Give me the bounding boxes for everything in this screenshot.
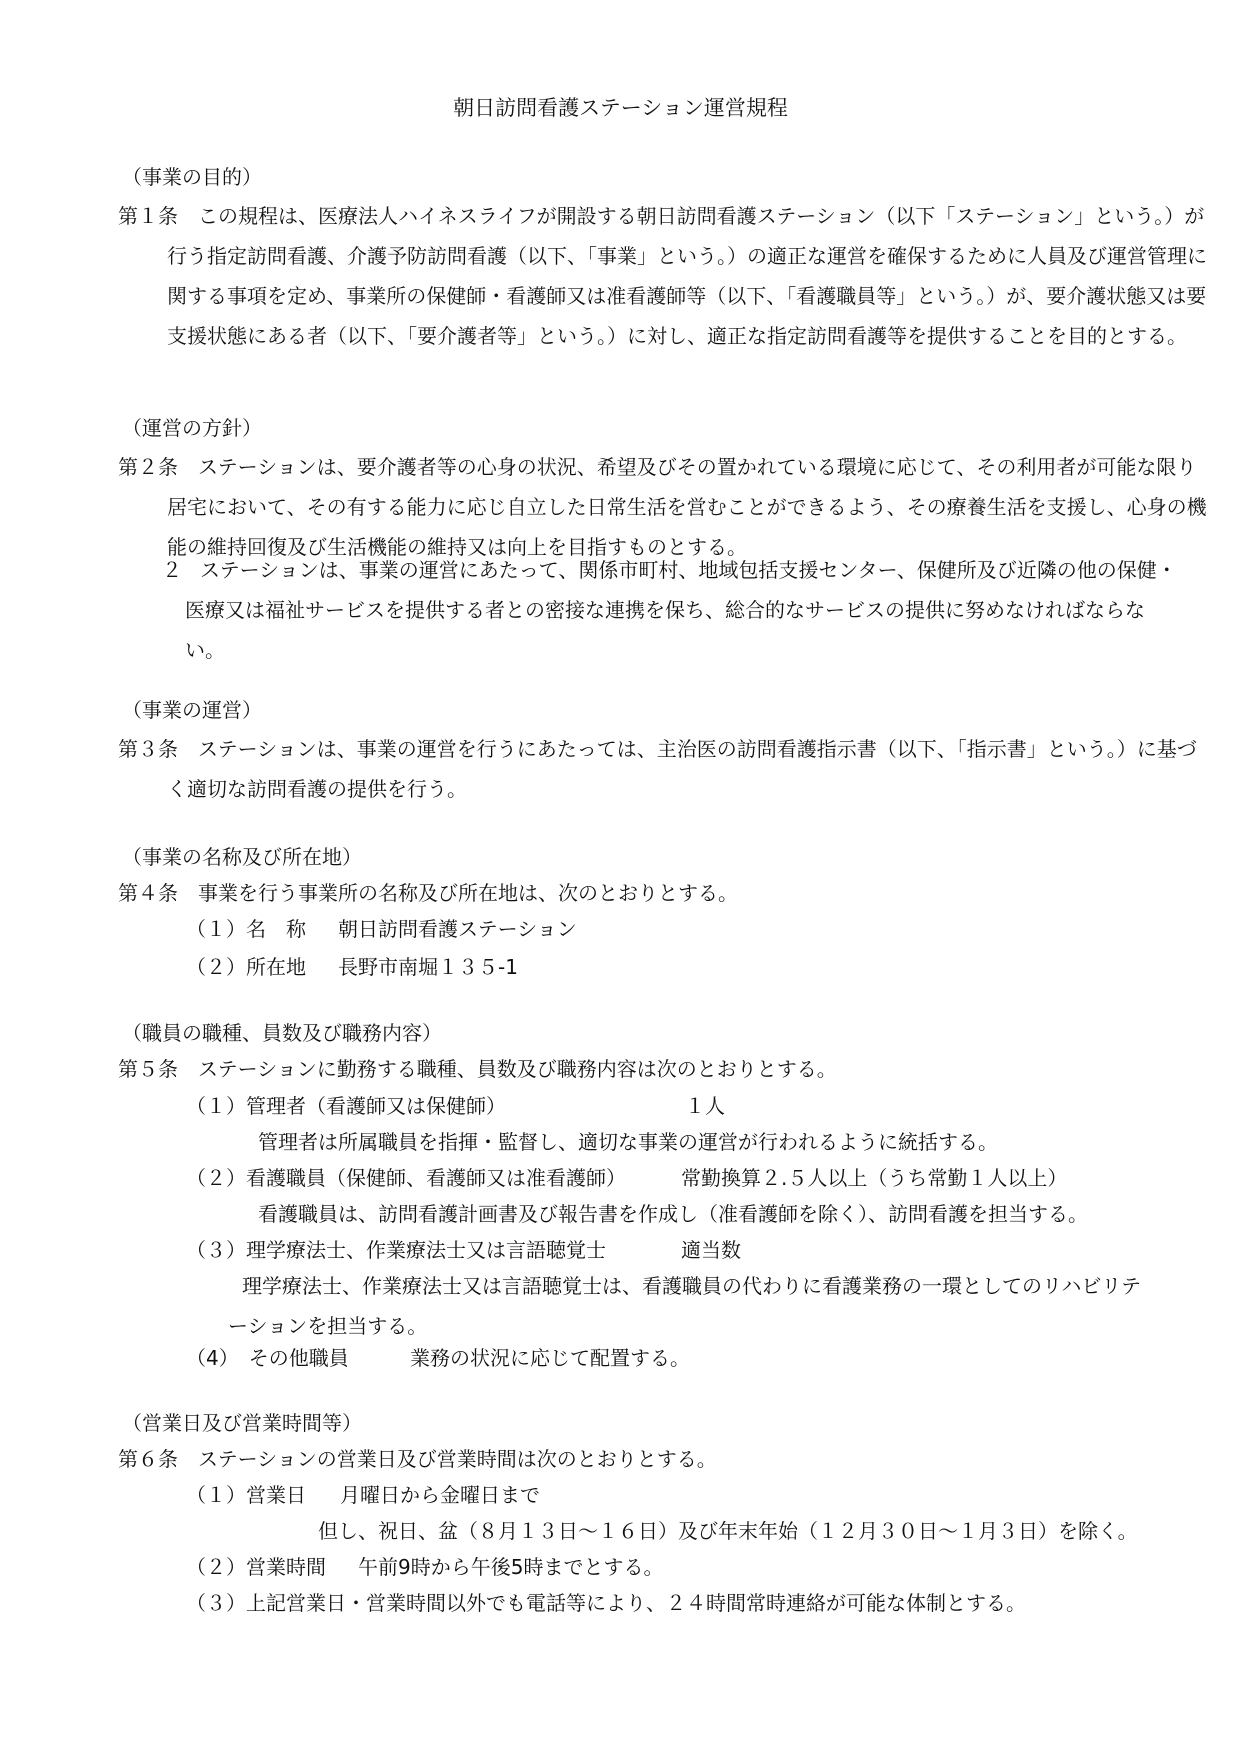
list-item: （１）名 称 朝日訪問看護ステーション (186, 917, 577, 941)
section-heading-staff: （職員の職種、員数及び職務内容） (122, 1021, 442, 1045)
article-number: 第１条 (118, 204, 178, 228)
article-2-paragraph-2 (162, 550, 1181, 670)
list-item: （２）所在地 長野市南堀１３５-1 (186, 955, 518, 979)
list-item: （１）管理者（看護師又は保健師） １人 (186, 1094, 725, 1118)
article-number: 第３条 (118, 737, 178, 761)
article-text: ステーションは、事業の運営を行うにあたっては、主治医の訪問看護指示書（以下、「指示書」という。）に基づく適切な訪問看護の提供を行う。 (167, 737, 1197, 801)
list-item: （３）理学療法士、作業療法士又は言語聴覚士 適当数 (186, 1238, 741, 1262)
document-title: 朝日訪問看護ステーション運営規程 (453, 96, 788, 120)
article-text: ステーションは、要介護者等の心身の状況、希望及びその置かれている環境に応じて、その利用者が可能な限り居宅において、その有する能力に応じ自立した日常生活を営むことができるよう、その療養生活を支援し、心身の機能の維持回復及び生活機能の維持又は向上を目指すものとする。 (167, 455, 1207, 559)
article-text: ステーションの営業日及び営業時間は次のとおりとする。 (198, 1447, 717, 1471)
paragraph-number: ２ (162, 558, 182, 582)
article-text: ステーションに勤務する職種、員数及び職務内容は次のとおりとする。 (198, 1057, 837, 1081)
list-item: （4） その他職員 業務の状況に応じて配置する。 (186, 1346, 690, 1370)
list-item: （１）営業日 月曜日から金曜日まで (186, 1483, 540, 1507)
item-description: 看護職員は、訪問看護計画書及び報告書を作成し（准看護師を除く）、訪問看護を担当する。 (258, 1202, 1088, 1226)
article-text: この規程は、医療法人ハイネスライフが開設する朝日訪問看護ステーション（以下「ステーション」という。）が行う指定訪問看護、介護予防訪問看護（以下、「事業」という。）の適正な運営を確保するために人員及び運営管理に関する事項を定め、事業所の保健師・看護師又は准看護師等（以下、「看護職員等」という。）が、要介護状態又は要支援状態にある者（以下、「要介護者等」という。）に対し、適正な指定訪問看護等を提供することを目的とする。 (167, 204, 1207, 348)
article-5 (118, 1049, 1207, 1089)
article-number: 第６条 (118, 1447, 178, 1471)
section-heading-policy: （運営の方針） (122, 416, 262, 440)
article-number: 第５条 (118, 1057, 178, 1081)
section-heading-name-location: （事業の名称及び所在地） (122, 845, 362, 869)
article-4 (118, 873, 1207, 913)
section-heading-business-hours: （営業日及び営業時間等） (122, 1411, 362, 1435)
paragraph-text: ステーションは、事業の運営にあたって、関係市町村、地域包括支援センター、保健所及び近隣の他の保健・医療又は福祉サービスを提供する者との密接な連携を保ち、総合的なサービスの提供に努めなければならない。 (185, 558, 1177, 662)
article-6 (118, 1439, 1207, 1479)
section-heading-purpose: （事業の目的） (122, 165, 262, 189)
item-description: 理学療法士、作業療法士又は言語聴覚士は、看護職員の代わりに看護業務の一環としてのリハビリテーションを担当する。 (228, 1274, 1141, 1338)
article-2 (118, 447, 1207, 567)
list-item: （２）看護職員（保健師、看護師又は准看護師） 常勤換算２.５人以上（うち常勤１人以上） (186, 1166, 1068, 1190)
article-3 (118, 729, 1207, 809)
item-description: 管理者は所属職員を指揮・監督し、適切な事業の運営が行われるように統括する。 (258, 1130, 998, 1154)
article-1 (118, 196, 1207, 356)
list-item: （２）営業時間 午前9時から午後5時までとする。 (186, 1555, 664, 1579)
item-note: 但し、祝日、盆（８月１３日～１６日）及び年末年始（１２月３０日～１月３日）を除く。 (318, 1519, 1138, 1543)
section-heading-operation: （事業の運営） (122, 698, 262, 722)
list-item: （３）上記営業日・営業時間以外でも電話等により、２４時間常時連絡が可能な体制とする。 (186, 1591, 1026, 1615)
article-number: 第２条 (118, 455, 178, 479)
article-number: 第４条 (118, 881, 178, 905)
article-text: 事業を行う事業所の名称及び所在地は、次のとおりとする。 (198, 881, 738, 905)
